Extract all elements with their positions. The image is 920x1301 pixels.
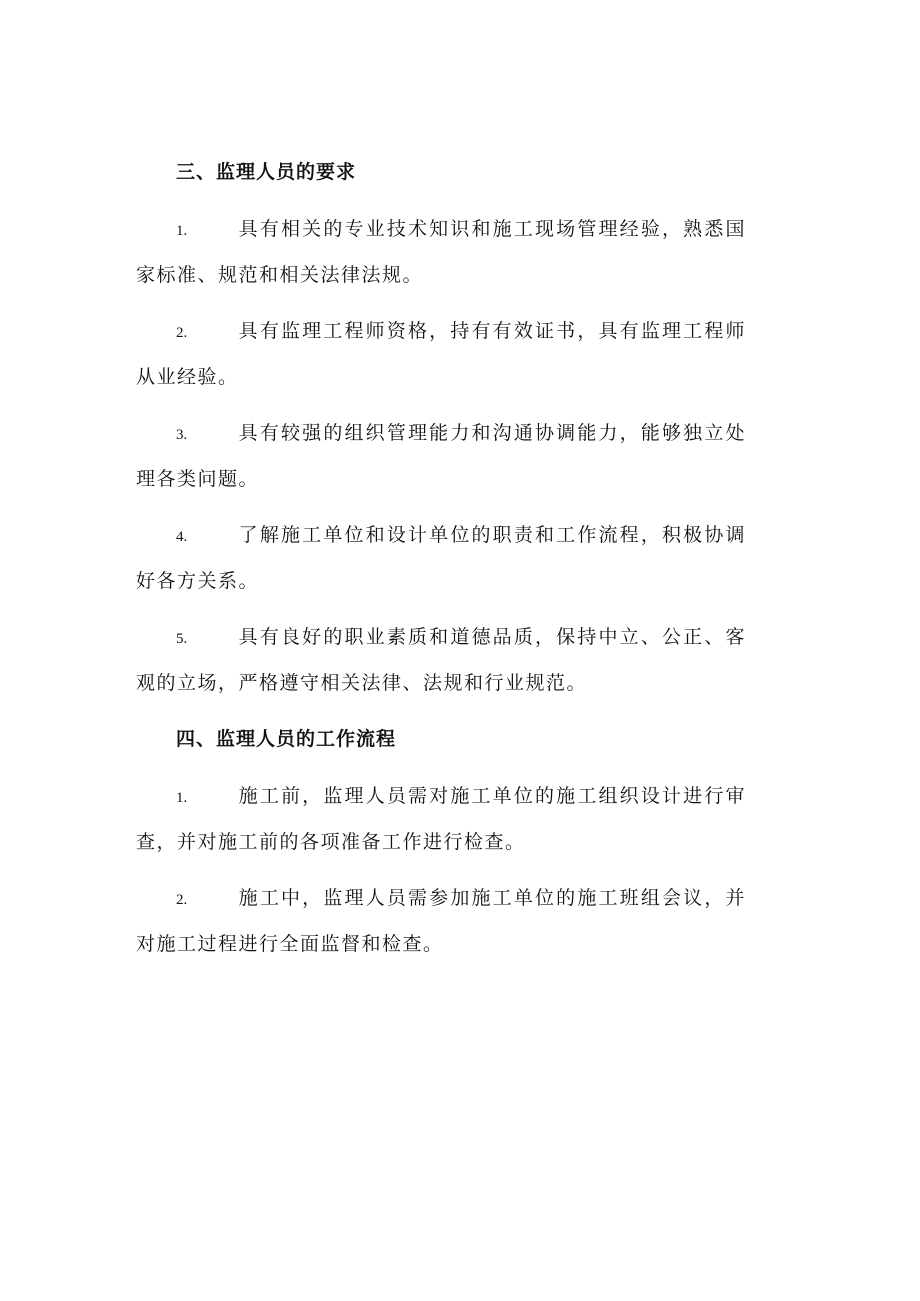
- item-text: 具有监理工程师资格，持有有效证书，具有监理工程师从业经验。: [136, 320, 746, 388]
- item-text: 具有较强的组织管理能力和沟通协调能力，能够独立处理各类问题。: [136, 422, 746, 490]
- item-number: 4.: [176, 529, 188, 545]
- document-body: [136, 150, 746, 978]
- item-text: 具有相关的专业技术知识和施工现场管理经验，熟悉国家标准、规范和相关法律法规。: [136, 218, 746, 286]
- item-text: 了解施工单位和设计单位的职责和工作流程，积极协调好各方关系。: [136, 524, 746, 592]
- requirement-item-2: [136, 309, 746, 399]
- item-number: 2.: [176, 325, 188, 341]
- item-number: 5.: [176, 631, 188, 647]
- requirement-item-3: [136, 411, 746, 501]
- item-text: 施工中，监理人员需参加施工单位的施工班组会议，并对施工过程进行全面监督和检查。: [136, 887, 746, 955]
- requirement-item-4: [136, 513, 746, 603]
- section-heading-workflow: 四、监理人员的工作流程: [176, 728, 397, 750]
- item-number: 1.: [176, 790, 188, 806]
- item-text: 具有良好的职业素质和道德品质，保持中立、公正、客观的立场，严格遵守相关法律、法规和行业规范。: [136, 626, 746, 694]
- item-number: 2.: [176, 892, 188, 908]
- section-spacer: [136, 761, 746, 774]
- item-number: 1.: [176, 223, 188, 239]
- workflow-item-2: [136, 876, 746, 966]
- requirement-item-5: [136, 615, 746, 705]
- requirement-item-1: [136, 207, 746, 297]
- item-text: 施工前，监理人员需对施工单位的施工组织设计进行审查，并对施工前的各项准备工作进行检查。: [136, 785, 746, 853]
- item-number: 3.: [176, 427, 188, 443]
- section-heading-requirements: 三、监理人员的要求: [176, 161, 357, 183]
- section-spacer: [136, 194, 746, 207]
- workflow-item-1: [136, 774, 746, 864]
